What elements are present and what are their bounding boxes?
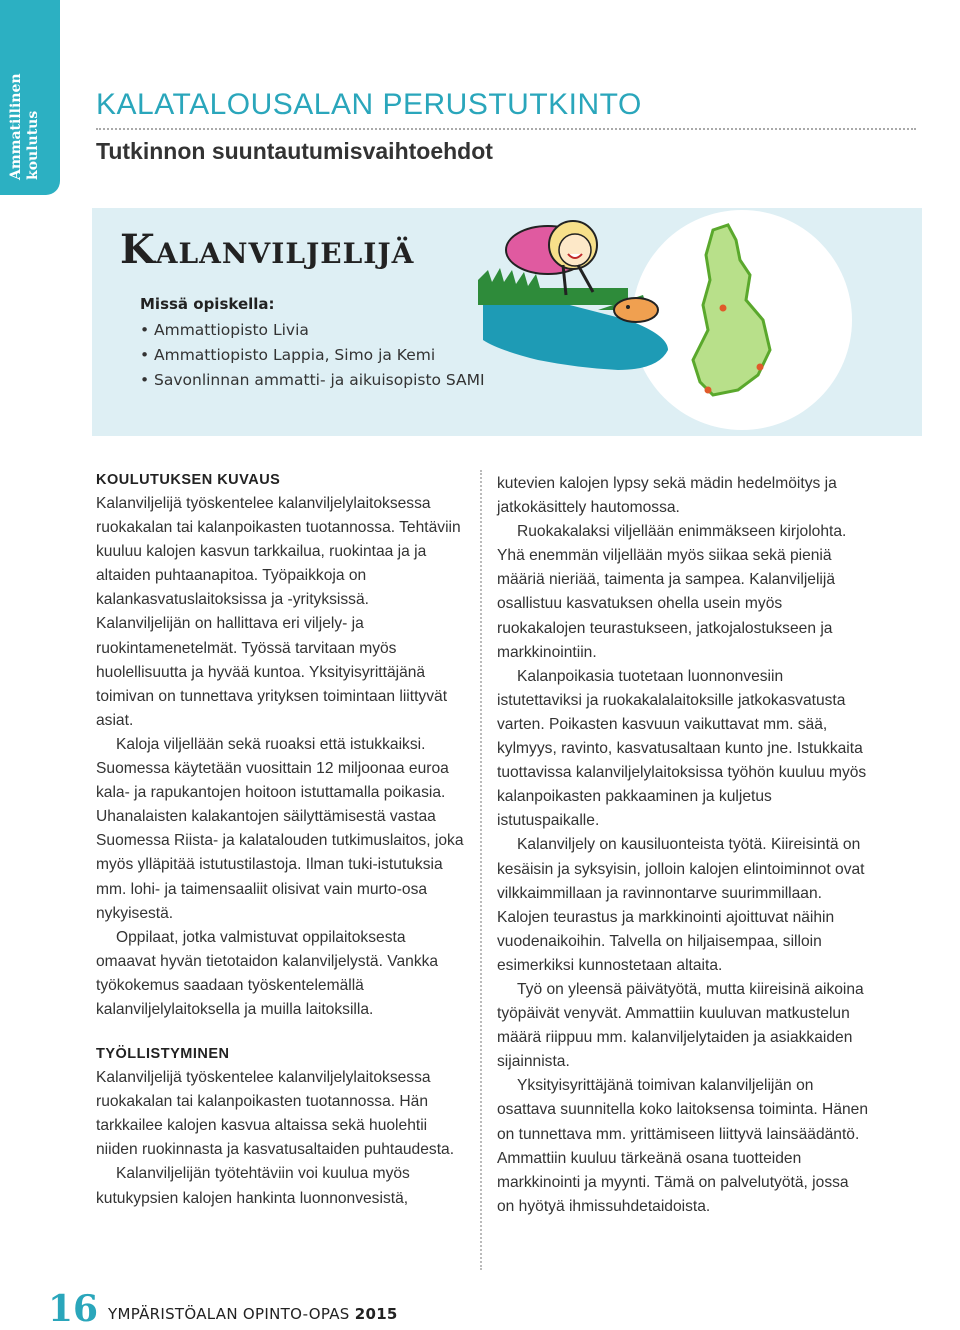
left-column	[96, 468, 466, 1211]
list-item: • Ammattiopisto Lappia, Simo ja Kemi	[140, 346, 436, 364]
paragraph: Kalanviljelijän työtehtäviin voi kuulua myös kutukypsien kalojen hankinta luonnonvesistä,	[96, 1165, 410, 1207]
paragraph: Kalanviljelijä työskentelee kalanviljelylaitoksessa ruokakalan tai kalanpoikasten tuotannossa. Tehtäviin kuuluu kalojen kasvun tarkkailua, ruokintaa ja ja altaiden puhtaanapitoa. Työpaikkoja on kalankasvatuslaitoksissa ja -yrityksissä. Kalanviljelijän on hallittava eri viljely- ja ruokintamenetelmät. Työssä tarvitaan myös huolellisuutta ja hyvää kuntoa. Yksityisyrittäjänä toimivan on tunnettava yrityksen toimintaan liittyvät asiat.	[96, 495, 461, 729]
page-subtitle: Tutkinnon suuntautumisvaihtoehdot	[96, 138, 493, 164]
title-divider	[96, 128, 916, 130]
list-item: • Savonlinnan ammatti- ja aikuisopisto SAMI	[140, 371, 485, 389]
profession-title: Kalanviljelijä	[120, 226, 415, 273]
paragraph: Oppilaat, jotka valmistuvat oppilaitoksesta omaavat hyvän tietotaidon kalanviljelystä. Vankka työkokemus saadaan työskentelemällä kalanviljelylaitoksella ja muilla laitoksilla.	[96, 928, 439, 1018]
paragraph: Työ on yleensä päivätyötä, mutta kiireisinä aikoina työpäivät venyvät. Ammattiin kuuluvan matkustelun määrä riippuu mm. kalanviljelytaiden ja asiakkaiden sijainnista.	[497, 980, 864, 1071]
school-list	[140, 318, 485, 393]
paragraph: Kalanviljely on kausiluonteista työtä. Kiireisintä on kesäisin ja syksyisin, jolloin kalojen elintoiminnot ovat vilkkaimmillaan ja ravinnontarve suurimmillaan. Kalojen teurastus ja markkinointi ajoittuvat näihin vuodenaikoihin. Talvella on hiljaisempaa, silloin esimerkiksi kunnostetaan altaita.	[497, 836, 865, 974]
fishing-illustration	[478, 210, 798, 430]
right-column	[497, 472, 869, 1219]
paragraph: Kalanpoikasia tuotetaan luonnonvesiin istutettaviksi ja ruokakalalaitoksille jatkokasvatusta varten. Poikasten kasvuun vaikuttavat mm. sää, kylmyys, ravinto, kasvatusaltaan kunto jne. Istukkaita tuottavissa kalanviljelylaitoksissa työhön kuuluu myös kalanpoikasten pakkaaminen ja kuljetus istutuspaikalle.	[497, 667, 867, 830]
section-heading: TYÖLLISTYMINEN	[96, 1046, 230, 1063]
map-dot-icon	[705, 387, 712, 394]
footer-publication: YMPÄRISTÖALAN OPINTO-OPAS 2015	[108, 1305, 398, 1323]
map-dot-icon	[757, 364, 764, 371]
column-divider	[480, 470, 482, 1270]
paragraph: Ruokakalaksi viljellään enimmäkseen kirjolohta. Yhä enemmän viljellään myös siikaa sekä pieniä määriä nieriää, taimenta ja sampea. Kalanviljelijä osallistuu kasvatuksen ohella usein myös ruokakalojen teurastukseen, jatkojalostukseen ja markkinointiin.	[497, 523, 847, 661]
paragraph: Yksityisyrittäjänä toimivan kalanviljelijän on osattava suunnitella koko laitoksensa toiminta. Hänen on tunnettava mm. yrittämiseen liittyvä lainsäädäntö. Ammattiin kuuluu tärkeänä osana tuotteiden markkinointi ja myynti. Tämä on palvelutyötä, jossa on hyötyä ihmissuhdetaidoista.	[497, 1077, 869, 1215]
list-item: • Ammattiopisto Livia	[140, 321, 309, 339]
finland-map-icon	[693, 225, 770, 395]
side-tab	[0, 0, 60, 195]
section-heading: KOULUTUKSEN KUVAUS	[96, 472, 281, 488]
fish-icon	[614, 298, 658, 322]
paragraph: kutevien kalojen lypsy sekä mädin hedelmöitys ja jatkokäsittely hautomossa.	[497, 475, 837, 517]
paragraph: Kalanviljelijä työskentelee kalanviljelylaitoksessa ruokakalan tai kalanpoikasten tuotannossa. Hän tarkkailee kalojen kasvua altaissa sekä huolehtii niiden ruokinnasta ja kasvatusaltaiden puhtaudesta.	[96, 1069, 455, 1159]
side-tab-label: Ammatillinen koulutus	[8, 73, 41, 180]
page-title: KALATALOUSALAN PERUSTUTKINTO	[96, 88, 642, 121]
map-dot-icon	[720, 305, 727, 312]
page-number: 16	[48, 1288, 99, 1330]
paragraph: Kaloja viljellään sekä ruoaksi että istukkaiksi. Suomessa käytetään vuosittain 12 miljoonaa euroa kala- ja rapukantojen hoitoon istuttamalla poikasia. Uhanalaisten kalakantojen säilyttämisestä vastaa Suomessa Riista- ja kalatalouden tutkimuslaitos, joka myös ylläpitää istutustilastoja. Ilman tuki-istutuksia mm. lohi- ja taimensaaliit olisivat vain murto-osa nykyisestä.	[96, 735, 464, 922]
where-label: Missä opiskella:	[140, 295, 275, 313]
